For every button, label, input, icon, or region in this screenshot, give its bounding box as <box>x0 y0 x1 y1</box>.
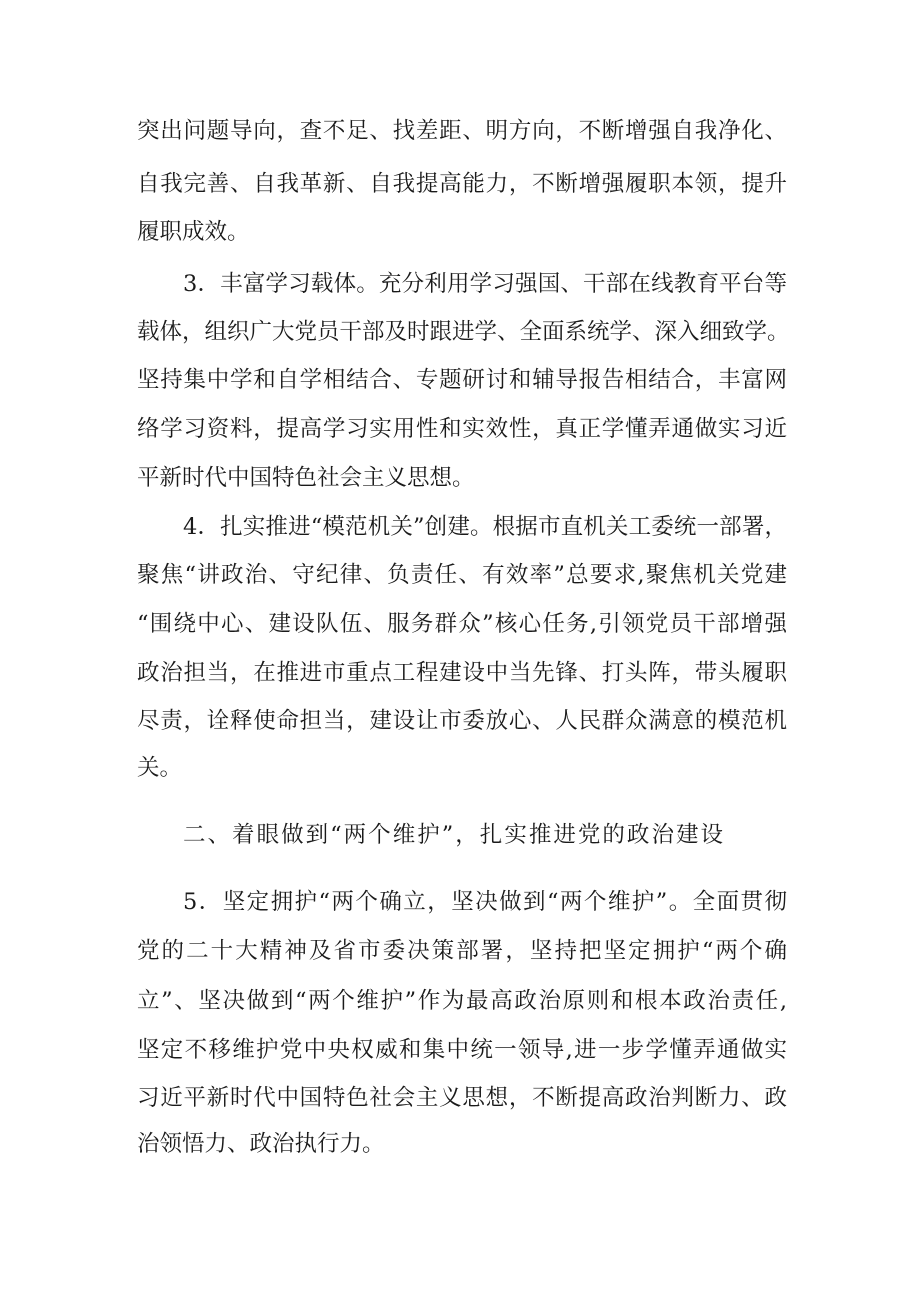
text-line: 坚持集中学和自学相结合、专题研讨和辅导报告相结合，丰富网 <box>137 367 787 393</box>
text-line: 聚焦“讲政治、守纪律、负责任、有效率”总要求,聚焦机关党建 <box>137 562 787 588</box>
text-line: 坚定不移维护党中央权威和集中统一领导,进一步学懂弄通做实 <box>137 1037 787 1063</box>
text-line: 习近平新时代中国特色社会主义思想，不断提高政治判断力、政 <box>137 1085 787 1111</box>
text-line: 4．扎实推进“模范机关”创建。根据市直机关工委统一部署， <box>183 514 787 540</box>
text-line: 络学习资料，提高学习实用性和实效性，真正学懂弄通做实习近 <box>137 416 787 442</box>
text-line: “围绕中心、建设队伍、服务群众”核心任务,引领党员干部增强 <box>137 611 787 637</box>
text-line: 平新时代中国特色社会主义思想。 <box>137 465 475 491</box>
text-line: 履职成效。 <box>137 219 250 245</box>
text-line: 政治担当，在推进市重点工程建设中当先锋、打头阵，带头履职 <box>137 660 787 686</box>
text-line: 5．坚定拥护“两个确立，坚决做到“两个维护”。全面贯彻 <box>183 889 787 915</box>
text-line: 治领悟力、政治执行力。 <box>137 1131 385 1157</box>
text-line: 党的二十大精神及省市委决策部署，坚持把坚定拥护“两个确 <box>137 938 787 964</box>
text-line: 立”、坚决做到“两个维护”作为最高政治原则和根本政治责任, <box>137 988 787 1014</box>
text-line: 关。 <box>137 755 183 781</box>
text-line: 载体，组织广大党员干部及时跟进学、全面系统学、深入细致学。 <box>137 319 790 345</box>
text-line: 3．丰富学习载体。充分利用学习强国、干部在线教育平台等 <box>183 271 787 297</box>
text-line: 突出问题导向，查不足、找差距、明方向，不断增强自我净化、 <box>137 118 787 144</box>
heading-text: 二、着眼做到“两个维护”，扎实推进党的政治建设 <box>183 822 723 848</box>
text-line: 尽责，诠释使命担当，建设让市委放心、人民群众满意的模范机 <box>137 708 787 734</box>
text-line: 自我完善、自我革新、自我提高能力，不断增强履职本领，提升 <box>137 171 787 197</box>
